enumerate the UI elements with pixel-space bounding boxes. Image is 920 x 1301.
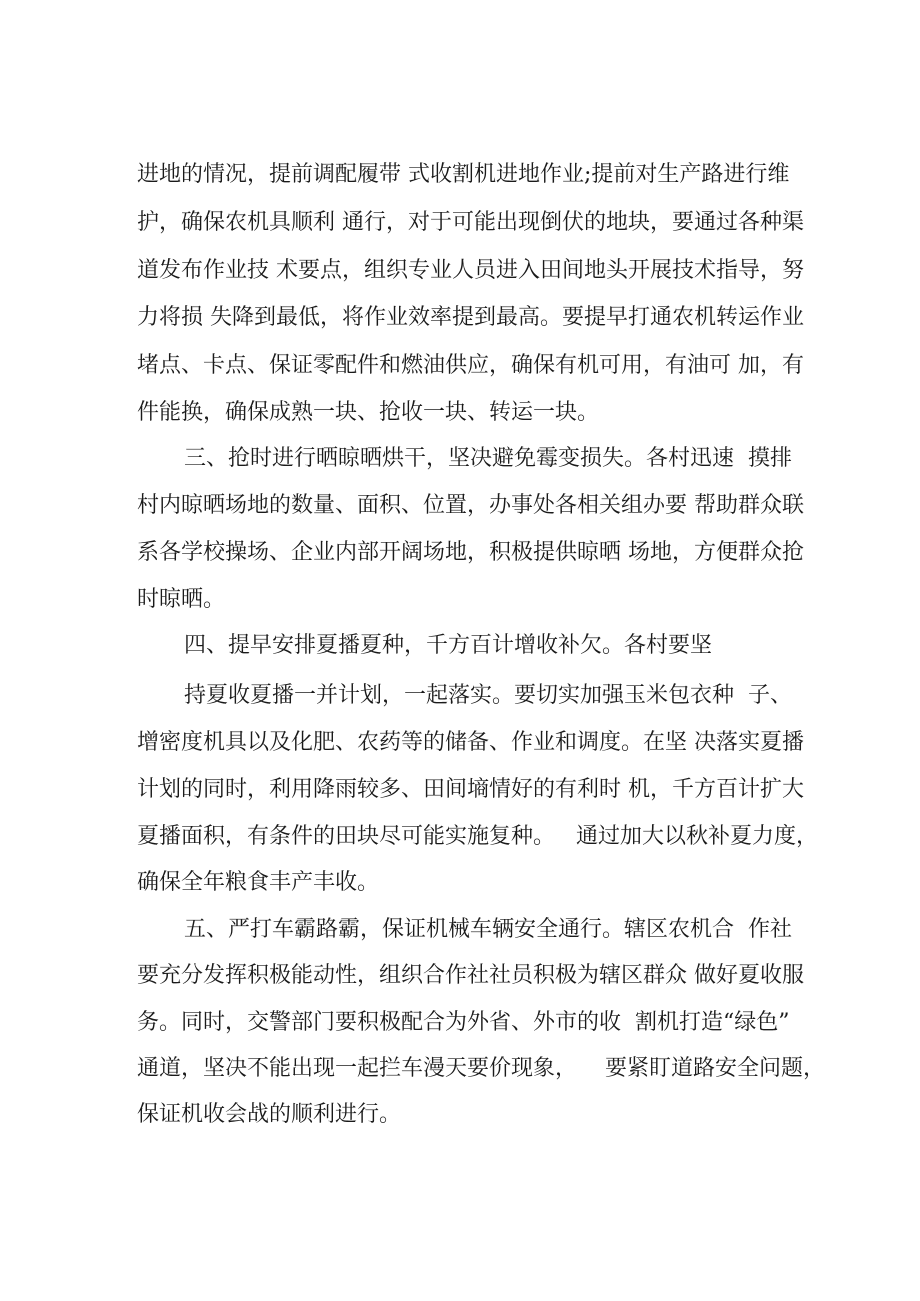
text-line: 夏播面积，有条件的田块尽可能实施复种。 通过加大以秋补夏力度， bbox=[137, 824, 818, 849]
text-line: 三、抢时进行晒晾晒烘干，坚决避免霉变损失。各村迅速 摸排 bbox=[184, 446, 792, 471]
text-line: 进地的情况，提前调配履带 式收割机进地作业;提前对生产路进行维 bbox=[137, 162, 790, 187]
text-line: 力将损 失降到最低，将作业效率提到最高。要提早打通农机转运作业 bbox=[137, 305, 804, 330]
text-line: 持夏收夏播一并计划，一起落实。要切实加强玉米包衣种 子、 bbox=[184, 683, 792, 708]
text-line: 保证机收会战的顺利进行。 bbox=[137, 1102, 402, 1127]
text-line: 计划的同时，利用降雨较多、田间墒情好的有利时 机，千方百计扩大 bbox=[137, 777, 804, 802]
text-line: 要充分发挥积极能动性，组织合作社社员积极为辖区群众 做好夏收服 bbox=[137, 963, 804, 988]
text-line: 堵点、卡点、保证零配件和燃油供应，确保有机可用，有油可 加，有 bbox=[137, 353, 804, 378]
text-line: 务。同时，交警部门要积极配合为外省、外市的收 割机打造“绿色” bbox=[137, 1010, 790, 1035]
text-line: 五、严打车霸路霸，保证机械车辆安全通行。辖区农机合 作社 bbox=[184, 917, 792, 942]
text-line: 道发布作业技 术要点，组织专业人员进入田间地头开展技术指导，努 bbox=[137, 258, 804, 283]
text-line: 村内晾晒场地的数量、面积、位置，办事处各相关组办要 帮助群众联 bbox=[137, 493, 804, 518]
text-line: 护，确保农机具顺利 通行，对于可能出现倒伏的地块，要通过各种渠 bbox=[137, 210, 804, 235]
text-line: 系各学校操场、企业内部开阔场地，积极提供晾晒 场地，方便群众抢 bbox=[137, 540, 804, 565]
text-line: 通道，坚决不能出现一起拦车漫天要价现象， 要紧盯道路安全问题， bbox=[137, 1056, 825, 1081]
text-line: 四、提早安排夏播夏种，千方百计增收补欠。各村要坚 bbox=[184, 633, 713, 658]
text-line: 增密度机具以及化肥、农药等的储备、作业和调度。在坚 决落实夏播 bbox=[137, 730, 804, 755]
text-line: 时晾晒。 bbox=[137, 587, 226, 612]
text-line: 件能换，确保成熟一块、抢收一块、转运一块。 bbox=[137, 400, 600, 425]
text-line: 确保全年粮食丰产丰收。 bbox=[137, 870, 380, 895]
